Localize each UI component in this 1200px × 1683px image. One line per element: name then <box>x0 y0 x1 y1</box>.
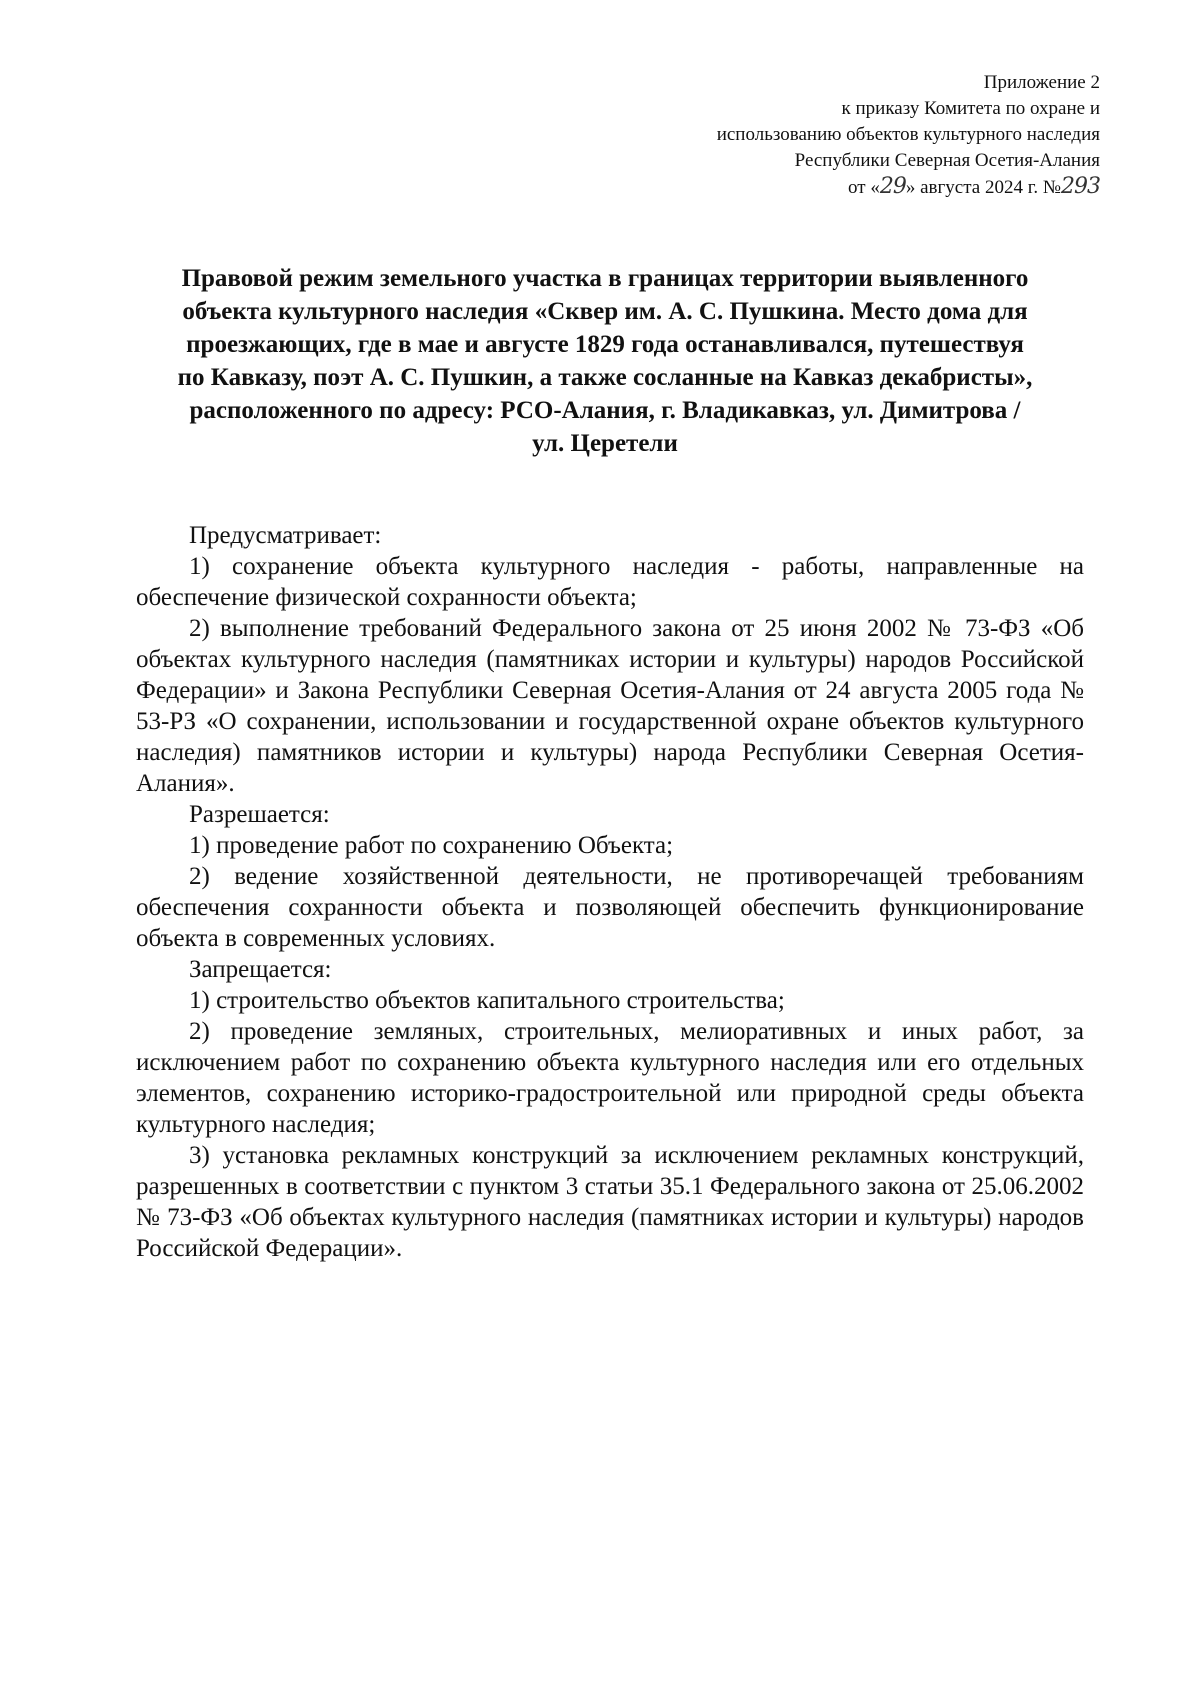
title-line: проезжающих, где в мае и августе 1829 года останавливался, путешествуя <box>186 331 1024 358</box>
provides-item-2: 2) выполнение требований Федерального закона от 25 июня 2002 № 73-ФЗ «Об объектах культурного наследия (памятниках истории и культуры) народов Российской Федерации» и Закона Республики Северная Осетия-Алания от 24 августа 2005 года № 53-РЗ «О сохранении, использовании и государственной охране объектов культурного наследия) памятников истории и культуры) народа Республики Северная Осетия-Алания». <box>136 615 1084 797</box>
provides-item-1: 1) сохранение объекта культурного наследия - работы, направленные на обеспечение физической сохранности объекта; <box>136 553 1084 611</box>
forbidden-item-2: 2) проведение земляных, строительных, мелиоративных и иных работ, за исключением работ по сохранению объекта культурного наследия или его отдельных элементов, сохранению историко-градостроительной или природной среды объекта культурного наследия; <box>136 1018 1084 1138</box>
title-line: по Кавказу, поэт А. С. Пушкин, а также сосланные на Кавказ декабристы», <box>177 364 1033 391</box>
title-line: ул. Церетели <box>532 430 678 457</box>
title-line: расположенного по адресу: РСО-Алания, г. Владикавказ, ул. Димитрова / <box>189 397 1021 424</box>
forbidden-heading: Запрещается: <box>189 956 332 983</box>
date-prefix: от « <box>848 177 880 198</box>
allowed-item-2: 2) ведение хозяйственной деятельности, не противоречащей требованиям обеспечения сохранности объекта и позволяющей обеспечить функционирование объекта в современных условиях. <box>136 863 1084 952</box>
allowed-heading: Разрешается: <box>189 801 330 828</box>
order-date-line <box>580 174 1100 201</box>
forbidden-item-3: 3) установка рекламных конструкций за исключением рекламных конструкций, разрешенных в соответствии с пунктом 3 статьи 35.1 Федерального закона от 25.06.2002 № 73-ФЗ «Об объектах культурного наследия (памятниках истории и культуры) народов Российской Федерации». <box>136 1142 1084 1262</box>
title-line: объекта культурного наследия «Сквер им. А. С. Пушкина. Место дома для <box>182 298 1028 325</box>
order-reference-line: к приказу Комитета по охране и <box>841 98 1100 119</box>
handwritten-day: 29 <box>879 174 906 199</box>
republic-name-line: Республики Северная Осетия-Алания <box>794 150 1100 171</box>
document-body <box>136 520 1084 1264</box>
allowed-item-1: 1) проведение работ по сохранению Объекта; <box>189 832 674 859</box>
appendix-line: Приложение 2 <box>983 72 1100 93</box>
date-middle: » августа 2024 г. № <box>905 177 1061 198</box>
handwritten-order-number: 293 <box>1061 174 1100 199</box>
forbidden-item-1: 1) строительство объектов капитального строительства; <box>189 987 785 1014</box>
title-line: Правовой режим земельного участка в границах территории выявленного <box>181 265 1029 292</box>
appendix-header <box>580 70 1100 201</box>
document-title <box>125 262 1085 460</box>
provides-heading: Предусматривает: <box>189 522 382 549</box>
committee-name-line: использованию объектов культурного наследия <box>716 124 1100 145</box>
